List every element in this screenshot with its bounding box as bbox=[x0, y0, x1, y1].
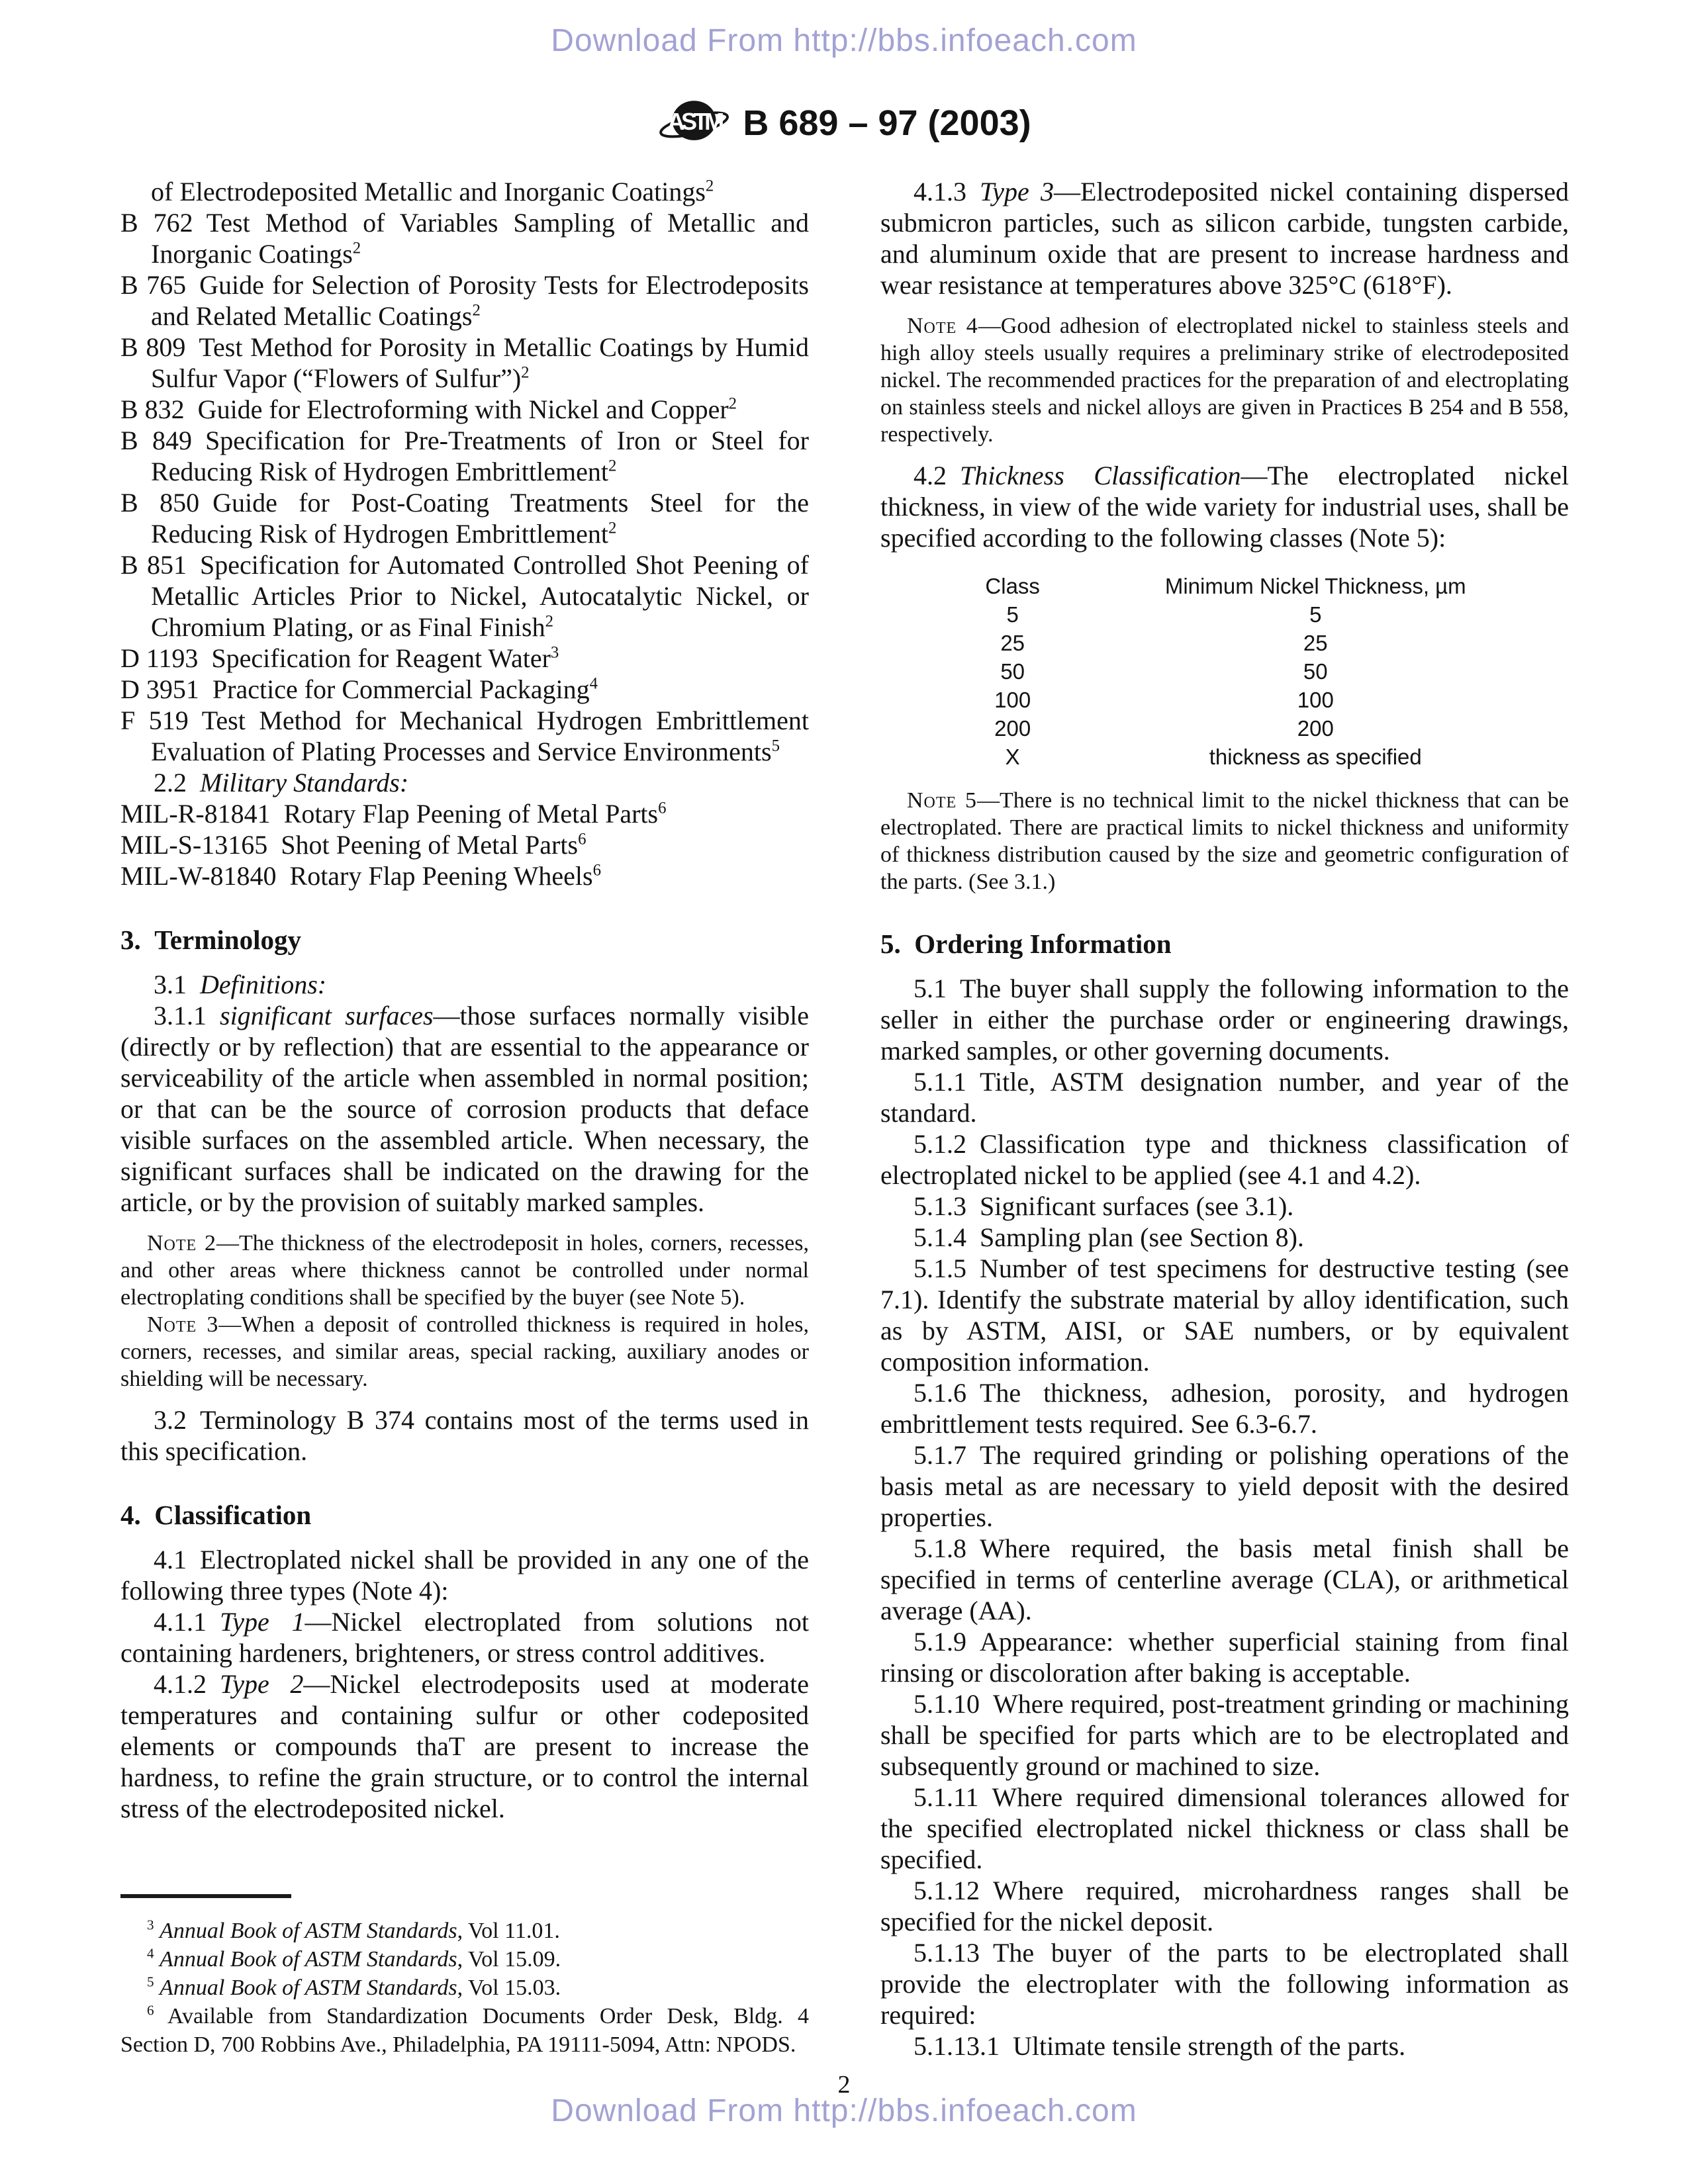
reference-item: MIL-S-13165 Shot Peening of Metal Parts$^6$ bbox=[120, 830, 586, 860]
astm-logo bbox=[657, 91, 729, 155]
reference-item: B 832 Guide for Electroforming with Nickel and Copper$^2$ bbox=[120, 394, 737, 424]
table-cell: 5 bbox=[1309, 602, 1322, 627]
reference-item: D 3951 Practice for Commercial Packaging$^4$ bbox=[120, 674, 598, 704]
table-row bbox=[921, 714, 1527, 743]
paragraph: 5.1 The buyer shall supply the following information to the seller in either the purchase order or engineering drawings, marked samples, or other governing documents. bbox=[880, 974, 1569, 1066]
footnote: $^3$ Annual Book of ASTM Standards, Vol 11.01. bbox=[147, 1917, 560, 1943]
paragraph: 5.1.7 The required grinding or polishing operations of the basis metal as are necessary to yield deposit with the desired properties. bbox=[880, 1440, 1569, 1532]
note-label: Note 4 bbox=[907, 314, 978, 338]
paragraph: 4.1.3 Type 3—Electrodeposited nickel containing dispersed submicron particles, such as silicon carbide, tungsten carbide, and aluminum oxide that are present to increase hardness and wear resistance at temperatures above 325°C (618°F). bbox=[880, 177, 1569, 300]
table-cell: 200 bbox=[994, 716, 1031, 741]
paragraph: 5.1.13 The buyer of the parts to be electroplated shall provide the electroplater with the following information as required: bbox=[880, 1938, 1569, 2030]
note: Note 5—There is no technical limit to the nickel thickness that can be electroplated. There are practical limits to nickel thickness and uniformity of thickness distribution caused by the size and geometric configuration of the parts. (See 3.1.) bbox=[880, 788, 1569, 894]
note-label: Note 5 bbox=[907, 788, 977, 813]
reference-item: B 809 Test Method for Porosity in Metallic Coatings by Humid Sulfur Vapor (“Flowers of Sulfur”)$^2$ bbox=[120, 332, 809, 393]
reference-item: D 1193 Specification for Reagent Water$^3$ bbox=[120, 643, 559, 673]
paragraph: 5.1.9 Appearance: whether superficial staining from final rinsing or discoloration after baking is acceptable. bbox=[880, 1627, 1569, 1688]
table-row bbox=[921, 657, 1527, 686]
paragraph: 4.1.2 Type 2—Nickel electrodeposits used at moderate temperatures and containing sulfur or other codeposited elements or compounds thaT are present to increase the hardness, to refine the grain structure, or to control the internal stress of the electrodeposited nickel. bbox=[120, 1669, 809, 1823]
table-cell: 50 bbox=[1303, 659, 1328, 684]
section-heading: 5. Ordering Information bbox=[880, 929, 1172, 959]
note: Note 3—When a deposit of controlled thickness is required in holes, corners, recesses, and similar areas, special racking, auxiliary anodes or shielding will be necessary. bbox=[120, 1312, 809, 1391]
paragraph: 5.1.5 Number of test specimens for destructive testing (see 7.1). Identify the substrate material by alloy identification, such as by ASTM, AISI, or SAE numbers, or by equivalent composition information. bbox=[880, 1253, 1569, 1377]
paragraph: 4.1 Electroplated nickel shall be provided in any one of the following three types (Note 4): bbox=[120, 1545, 809, 1606]
reference-item: MIL-W-81840 Rotary Flap Peening Wheels$^6$ bbox=[120, 861, 601, 891]
paragraph: 2.2 Military Standards: bbox=[154, 768, 409, 797]
table-column-header: Class bbox=[985, 574, 1040, 598]
paragraph: 3.1 Definitions: bbox=[154, 970, 327, 999]
reference-item: B 851 Specification for Automated Controlled Shot Peening of Metallic Articles Prior to Nickel, Autocatalytic Nickel, or Chromium Plating, or as Final Finish$^2$ bbox=[120, 550, 809, 642]
standard-designation: B 689 – 97 (2003) bbox=[743, 103, 1031, 143]
paragraph: 4.1.1 Type 1—Nickel electroplated from solutions not containing hardeners, brighteners, or stress control additives. bbox=[120, 1607, 809, 1668]
note: Note 4—Good adhesion of electroplated nickel to stainless steels and high alloy steels usually requires a preliminary strike of electrodeposited nickel. The recommended practices for the preparation of and electroplating on stainless steels and nickel alloys are given in Practices B 254 and B 558, respectively. bbox=[880, 314, 1569, 447]
table-cell: 25 bbox=[1000, 631, 1025, 655]
paragraph: 5.1.1 Title, ASTM designation number, and year of the standard. bbox=[880, 1067, 1569, 1128]
section-heading: 4. Classification bbox=[120, 1500, 312, 1530]
reference-item: B 850 Guide for Post-Coating Treatments Steel for the Reducing Risk of Hydrogen Embrittlement$^2$ bbox=[120, 488, 809, 549]
reference-item: B 765 Guide for Selection of Porosity Tests for Electrodeposits and Related Metallic Coatings$^2$ bbox=[120, 270, 809, 331]
paragraph: 5.1.10 Where required, post-treatment grinding or machining shall be specified for parts which are to be electroplated and subsequently ground or machined to size. bbox=[880, 1689, 1569, 1781]
table-row bbox=[921, 600, 1527, 629]
astm-logo-text: ASTM bbox=[667, 108, 722, 136]
table-row bbox=[921, 686, 1527, 714]
table-column-header: Minimum Nickel Thickness, µm bbox=[1164, 574, 1466, 598]
document-header bbox=[0, 91, 1688, 155]
right-column bbox=[880, 176, 1569, 2062]
paragraph: 5.1.6 The thickness, adhesion, porosity, and hydrogen embrittlement tests required. See 6.3-6.7. bbox=[880, 1378, 1569, 1439]
paragraph: 5.1.4 Sampling plan (see Section 8). bbox=[914, 1222, 1304, 1252]
paragraph: 4.2 Thickness Classification—The electroplated nickel thickness, in view of the wide variety for industrial uses, shall be specified according to the following classes (Note 5): bbox=[880, 461, 1570, 553]
note-label: Note 2 bbox=[147, 1231, 216, 1255]
paragraph: 5.1.8 Where required, the basis metal finish shall be specified in terms of centerline average (CLA), or arithmetical average (AA). bbox=[880, 1533, 1569, 1625]
left-column bbox=[120, 176, 809, 1824]
table-cell: thickness as specified bbox=[1209, 745, 1422, 769]
table-cell: 200 bbox=[1297, 716, 1334, 741]
table-cell: 100 bbox=[1297, 688, 1334, 712]
thickness-class-table bbox=[921, 572, 1527, 771]
reference-item: B 762 Test Method of Variables Sampling of Metallic and Inorganic Coatings$^2$ bbox=[120, 208, 809, 269]
paragraph: 5.1.13.1 Ultimate tensile strength of the parts. bbox=[914, 2031, 1406, 2061]
section-heading: 3. Terminology bbox=[120, 925, 301, 955]
reference-item: B 849 Specification for Pre-Treatments of Iron or Steel for Reducing Risk of Hydrogen Embrittlement$^2$ bbox=[120, 426, 809, 486]
footnote: $^5$ Annual Book of ASTM Standards, Vol 15.03. bbox=[147, 1974, 561, 2000]
table-row bbox=[921, 629, 1527, 657]
paragraph: 5.1.11 Where required dimensional tolerances allowed for the specified electroplated nickel thickness or class shall be specified. bbox=[880, 1782, 1569, 1874]
footnote-rule bbox=[120, 1894, 291, 1898]
footnote: $^4$ Annual Book of ASTM Standards, Vol 15.09. bbox=[147, 1945, 561, 1972]
reference-item: of Electrodeposited Metallic and Inorganic Coatings$^2$ bbox=[151, 177, 714, 206]
footnote: $^6$ Available from Standardization Documents Order Desk, Bldg. 4 Section D, 700 Robbins Ave., Philadelphia, PA 19111-5094, Attn: NPODS. bbox=[120, 2002, 809, 2057]
page-number: 2 bbox=[837, 2071, 851, 2099]
table-cell: 25 bbox=[1303, 631, 1328, 655]
footnotes-block bbox=[120, 1894, 809, 2059]
watermark-top: Download From http://bbs.infoeach.com bbox=[551, 23, 1137, 58]
paragraph: 5.1.2 Classification type and thickness classification of electroplated nickel to be applied (see 4.1 and 4.2). bbox=[880, 1129, 1569, 1190]
paragraph: 3.1.1 significant surfaces—those surfaces normally visible (directly or by reflection) that are essential to the appearance or serviceability of the article when assembled in normal position; or that can be the source of corrosion products that deface visible surfaces on the assembled article. When necessary, the significant surfaces shall be indicated on the drawing for the article, or by the provision of suitably marked samples. bbox=[120, 1001, 809, 1217]
paragraph: 5.1.12 Where required, microhardness ranges shall be specified for the nickel deposit. bbox=[880, 1876, 1569, 1936]
note: Note 2—The thickness of the electrodeposit in holes, corners, recesses, and other areas where thickness cannot be controlled under normal electroplating conditions shall be specified by the buyer (see Note 5). bbox=[120, 1231, 809, 1310]
paragraph: 5.1.3 Significant surfaces (see 3.1). bbox=[914, 1191, 1294, 1221]
table-cell: X bbox=[1005, 745, 1020, 769]
table-row bbox=[921, 743, 1527, 771]
paragraph: 3.2 Terminology B 374 contains most of the terms used in this specification. bbox=[120, 1405, 809, 1466]
reference-item: MIL-R-81841 Rotary Flap Peening of Metal Parts$^6$ bbox=[120, 799, 667, 829]
table-cell: 50 bbox=[1000, 659, 1025, 684]
table-cell: 5 bbox=[1006, 602, 1019, 627]
note-label: Note 3 bbox=[147, 1312, 219, 1337]
table-cell: 100 bbox=[994, 688, 1031, 712]
reference-item: F 519 Test Method for Mechanical Hydrogen Embrittlement Evaluation of Plating Processes and Service Environments$^5$ bbox=[120, 705, 809, 766]
watermark-bottom: Download From http://bbs.infoeach.com bbox=[551, 2093, 1137, 2128]
